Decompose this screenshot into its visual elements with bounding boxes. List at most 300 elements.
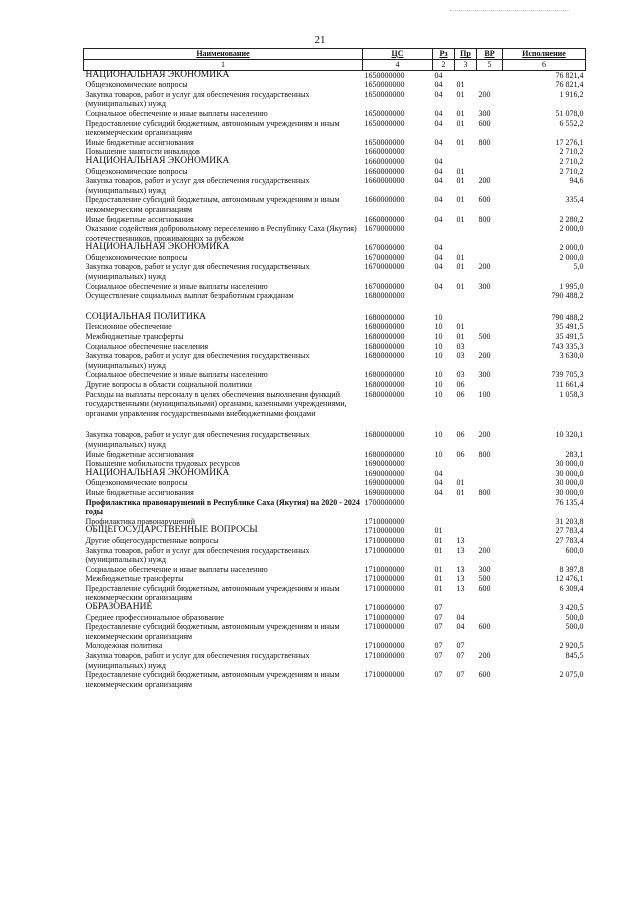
row-pr-code: 04 bbox=[456, 612, 465, 622]
row-name: Молодежная политика bbox=[85, 641, 163, 651]
row-amount: 27 783,4 bbox=[555, 535, 584, 545]
row-pr-code: 01 bbox=[456, 176, 465, 186]
row-vr-code: 200 bbox=[478, 176, 491, 186]
row-cs-code: 1680000000 bbox=[364, 322, 405, 332]
row-amount: 30 000,0 bbox=[555, 478, 584, 488]
row-vr-code bbox=[477, 478, 503, 488]
row-pr-code bbox=[455, 526, 477, 536]
row-vr-code: 200 bbox=[478, 351, 491, 361]
row-cs-code: 1690000000 bbox=[364, 478, 405, 488]
row-rz-code: 04 bbox=[434, 89, 443, 99]
row-rz-code: 04 bbox=[434, 176, 443, 186]
table-row bbox=[84, 651, 586, 670]
row-pr-code bbox=[455, 313, 477, 323]
row-name: Социальное обеспечение и иные выплаты населению bbox=[85, 108, 268, 118]
row-amount: 2 710,2 bbox=[559, 166, 584, 176]
row-amount: 30 000,0 bbox=[555, 459, 584, 469]
row-name: Социальное обеспечение и иные выплаты населению bbox=[85, 370, 268, 380]
row-cs-code: 1710000000 bbox=[364, 651, 405, 661]
table-row bbox=[84, 546, 586, 565]
table-row bbox=[84, 488, 586, 498]
row-amount: 2 000,0 bbox=[559, 243, 584, 253]
row-vr-code bbox=[477, 322, 503, 332]
row-rz-code: 10 bbox=[434, 322, 443, 332]
table-row bbox=[84, 613, 586, 623]
row-pr-code bbox=[455, 517, 477, 527]
table-row bbox=[84, 167, 586, 177]
table-row bbox=[84, 119, 586, 138]
row-name: Социальное обеспечение и иные выплаты населению bbox=[85, 281, 268, 291]
row-cs-code: 1680000000 bbox=[364, 449, 405, 459]
row-amount: 500,0 bbox=[565, 622, 584, 632]
row-cs-code: 1650000000 bbox=[364, 137, 405, 147]
row-pr-code: 13 bbox=[456, 545, 465, 555]
row-amount: 2 710,2 bbox=[559, 156, 584, 166]
row-cs-code: 1670000000 bbox=[364, 224, 405, 234]
row-rz-code: 10 bbox=[434, 312, 443, 322]
row-pr-code: 01 bbox=[456, 80, 465, 90]
row-name: Расходы на выплаты персоналу в целях обеспечения выполнения функций государственными (муниципальными) органами, казенными учреждениями, органами управления государственными внебюджетными фондами bbox=[85, 389, 347, 418]
row-amount: 743 335,3 bbox=[551, 341, 584, 351]
row-amount: 30 000,0 bbox=[555, 487, 584, 497]
row-vr-code bbox=[477, 641, 503, 651]
table-row bbox=[84, 670, 586, 689]
table-row bbox=[84, 90, 586, 109]
row-amount: 76 135,4 bbox=[555, 497, 584, 507]
row-cs-code: 1710000000 bbox=[364, 574, 405, 584]
row-name: Закупка товаров, работ и услуг для обеспечения государственных (муниципальных) нужд bbox=[85, 430, 310, 449]
row-pr-code: 06 bbox=[456, 449, 465, 459]
row-pr-code: 06 bbox=[456, 430, 465, 440]
row-pr-code: 07 bbox=[456, 651, 465, 661]
row-name bbox=[84, 418, 363, 430]
row-amount: 2 710,2 bbox=[559, 147, 584, 157]
row-vr-code: 600 bbox=[478, 670, 491, 680]
row-rz-code: 04 bbox=[434, 137, 443, 147]
row-amount: 2 075,0 bbox=[559, 670, 584, 680]
row-cs-code: 1650000000 bbox=[364, 70, 405, 80]
row-rz-code: 10 bbox=[434, 351, 443, 361]
row-amount: 76 821,4 bbox=[555, 80, 584, 90]
row-cs-code: 1660000000 bbox=[364, 156, 405, 166]
row-vr-code: 600 bbox=[478, 195, 491, 205]
row-amount: 283,1 bbox=[565, 449, 584, 459]
row-amount: 500,0 bbox=[565, 612, 584, 622]
row-name: Социальное обеспечение населения bbox=[85, 341, 208, 351]
row-cs-code bbox=[363, 418, 433, 430]
table-row bbox=[84, 565, 586, 575]
table-row bbox=[84, 176, 586, 195]
row-name: Другие общегосударственные вопросы bbox=[85, 535, 219, 545]
row-amount: 845,5 bbox=[565, 651, 584, 661]
row-cs-code: 1680000000 bbox=[364, 430, 405, 440]
row-vr-code bbox=[477, 147, 503, 157]
row-rz-code: 10 bbox=[434, 341, 443, 351]
row-amount: 2 000,0 bbox=[559, 252, 584, 262]
row-pr-code: 06 bbox=[456, 389, 465, 399]
row-amount: 94,6 bbox=[569, 176, 584, 186]
table-body bbox=[84, 70, 586, 689]
row-cs-code: 1680000000 bbox=[364, 370, 405, 380]
row-amount: 739 705,3 bbox=[551, 370, 584, 380]
row-pr-code: 01 bbox=[456, 281, 465, 291]
table-row bbox=[84, 574, 586, 584]
row-rz-code bbox=[433, 301, 455, 313]
row-rz-code: 04 bbox=[434, 262, 443, 272]
row-cs-code: 1670000000 bbox=[364, 281, 405, 291]
row-pr-code bbox=[455, 459, 477, 469]
row-vr-code bbox=[477, 167, 503, 177]
table-row bbox=[84, 138, 586, 148]
header-rz: Рз bbox=[433, 49, 455, 60]
row-vr-code: 200 bbox=[478, 545, 491, 555]
table-row bbox=[84, 498, 586, 517]
row-cs-code: 1650000000 bbox=[364, 108, 405, 118]
row-cs-code: 1690000000 bbox=[364, 468, 405, 478]
row-amount: 6 552,2 bbox=[559, 118, 584, 128]
row-pr-code bbox=[455, 157, 477, 167]
index-cell: 3 bbox=[455, 60, 477, 71]
row-cs-code: 1710000000 bbox=[364, 622, 405, 632]
table-row bbox=[84, 195, 586, 214]
row-rz-code: 04 bbox=[434, 468, 443, 478]
row-rz-code: 07 bbox=[434, 622, 443, 632]
table-row bbox=[84, 332, 586, 342]
row-pr-code: 01 bbox=[456, 262, 465, 272]
row-name: Межбюджетные трансферты bbox=[85, 574, 184, 584]
table-row bbox=[84, 313, 586, 323]
row-name: Профилактика правонарушений в Республике Саха (Якутия) на 2020 - 2024 годы bbox=[85, 497, 360, 517]
table-row bbox=[84, 282, 586, 292]
row-rz-code bbox=[433, 147, 455, 157]
row-vr-code bbox=[477, 380, 503, 390]
row-pr-code: 03 bbox=[456, 341, 465, 351]
row-name: Предоставление субсидий бюджетным, автономным учреждениям и иным некоммерческим организациям bbox=[85, 583, 340, 603]
row-name: Повышение мобильности трудовых ресурсов bbox=[85, 459, 240, 469]
row-rz-code: 04 bbox=[434, 156, 443, 166]
row-cs-code: 1650000000 bbox=[364, 80, 405, 90]
table-row bbox=[84, 450, 586, 460]
row-pr-code: 07 bbox=[456, 670, 465, 680]
header-pr: Пр bbox=[455, 49, 477, 60]
row-rz-code bbox=[433, 517, 455, 527]
table-row bbox=[84, 342, 586, 352]
row-rz-code: 04 bbox=[434, 478, 443, 488]
row-name: Оказание содействия добровольному переселению в Республику Саха (Якутия) соотечественников, проживающих за рубежом bbox=[85, 224, 357, 243]
row-cs-code: 1670000000 bbox=[364, 243, 405, 253]
row-pr-code: 07 bbox=[456, 641, 465, 651]
row-pr-code: 01 bbox=[456, 322, 465, 332]
row-rz-code: 04 bbox=[434, 118, 443, 128]
row-cs-code: 1710000000 bbox=[364, 603, 405, 613]
row-pr-code: 01 bbox=[456, 166, 465, 176]
table-header-row bbox=[84, 49, 586, 60]
row-rz-code: 04 bbox=[434, 195, 443, 205]
row-name: Закупка товаров, работ и услуг для обеспечения государственных (муниципальных) нужд bbox=[85, 262, 310, 282]
row-name: Общеэкономические вопросы bbox=[85, 478, 188, 488]
row-pr-code bbox=[455, 418, 477, 430]
row-rz-code: 04 bbox=[434, 252, 443, 262]
table-row bbox=[84, 526, 586, 536]
row-pr-code bbox=[455, 224, 477, 243]
row-vr-code bbox=[477, 157, 503, 167]
row-rz-code: 04 bbox=[434, 243, 443, 253]
row-vr-code bbox=[477, 291, 503, 301]
row-vr-code bbox=[477, 243, 503, 253]
row-vr-code bbox=[477, 526, 503, 536]
index-cell: 4 bbox=[363, 60, 433, 71]
row-amount: 27 783,4 bbox=[555, 526, 584, 536]
row-cs-code: 1660000000 bbox=[364, 214, 405, 224]
row-vr-code bbox=[477, 459, 503, 469]
row-name: Закупка товаров, работ и услуг для обеспечения государственных (муниципальных) нужд bbox=[85, 351, 310, 370]
row-amount bbox=[503, 301, 586, 313]
table-row bbox=[84, 469, 586, 479]
table-row bbox=[84, 478, 586, 488]
row-name: Общеэкономические вопросы bbox=[85, 252, 188, 262]
row-cs-code: 1710000000 bbox=[364, 516, 405, 526]
row-rz-code: 10 bbox=[434, 380, 443, 389]
row-rz-code: 01 bbox=[434, 526, 443, 536]
index-cell: 1 bbox=[84, 60, 363, 71]
row-name: Межбюджетные трансферты bbox=[85, 332, 184, 342]
row-vr-code: 300 bbox=[478, 281, 491, 291]
table-row bbox=[84, 418, 586, 430]
row-amount: 31 203,8 bbox=[555, 516, 584, 526]
row-rz-code: 04 bbox=[434, 108, 443, 118]
row-cs-code: 1710000000 bbox=[364, 641, 405, 651]
row-amount: 1 058,3 bbox=[559, 389, 584, 399]
budget-table bbox=[83, 48, 586, 689]
row-cs-code: 1710000000 bbox=[364, 526, 405, 536]
row-pr-code bbox=[455, 291, 477, 301]
row-name: Иные бюджетные ассигнования bbox=[85, 449, 194, 459]
index-cell: 2 bbox=[433, 60, 455, 71]
row-rz-code: 04 bbox=[434, 214, 443, 224]
row-name: Профилактика правонарушений bbox=[85, 516, 195, 526]
table-row bbox=[84, 622, 586, 641]
row-vr-code bbox=[477, 253, 503, 263]
table-row bbox=[84, 351, 586, 370]
row-cs-code: 1670000000 bbox=[364, 252, 405, 262]
row-rz-code: 01 bbox=[434, 564, 443, 574]
row-cs-code: 1680000000 bbox=[364, 380, 405, 389]
row-rz-code: 04 bbox=[434, 70, 443, 80]
row-rz-code: 04 bbox=[434, 166, 443, 176]
table-row bbox=[84, 70, 586, 80]
row-name: Осуществление социальных выплат безработным гражданам bbox=[85, 291, 294, 301]
row-vr-code: 200 bbox=[478, 89, 491, 99]
row-name: СОЦИАЛЬНАЯ ПОЛИТИКА bbox=[85, 311, 207, 322]
row-pr-code: 03 bbox=[456, 351, 465, 361]
row-pr-code: 13 bbox=[456, 535, 465, 545]
page-number: 21 bbox=[314, 34, 326, 46]
row-rz-code bbox=[433, 291, 455, 301]
row-amount: 8 397,8 bbox=[559, 564, 584, 574]
table-row bbox=[84, 253, 586, 263]
row-cs-code: 1680000000 bbox=[364, 312, 405, 322]
row-vr-code bbox=[477, 418, 503, 430]
row-vr-code: 800 bbox=[478, 449, 491, 459]
row-rz-code: 01 bbox=[434, 574, 443, 584]
row-cs-code: 1710000000 bbox=[364, 670, 405, 680]
row-rz-code: 07 bbox=[434, 612, 443, 622]
row-vr-code bbox=[477, 342, 503, 352]
row-vr-code: 500 bbox=[478, 574, 491, 584]
row-amount: 1 995,0 bbox=[559, 281, 584, 291]
table-row bbox=[84, 536, 586, 546]
row-cs-code: 1660000000 bbox=[364, 166, 405, 176]
row-amount: 335,4 bbox=[565, 195, 584, 205]
row-cs-code: 1660000000 bbox=[364, 147, 405, 157]
row-name: Другие вопросы в области социальной политики bbox=[85, 380, 252, 389]
row-pr-code: 13 bbox=[456, 574, 465, 584]
row-rz-code: 10 bbox=[434, 449, 443, 459]
row-vr-code: 800 bbox=[478, 214, 491, 224]
row-vr-code bbox=[477, 313, 503, 323]
row-pr-code: 01 bbox=[456, 89, 465, 99]
header-vr: ВР bbox=[477, 49, 503, 60]
row-amount: 5,0 bbox=[573, 262, 584, 272]
row-amount: 11 661,4 bbox=[555, 380, 584, 389]
row-amount: 1 916,2 bbox=[559, 89, 584, 99]
row-cs-code: 1660000000 bbox=[364, 195, 405, 205]
row-vr-code bbox=[477, 301, 503, 313]
row-pr-code bbox=[455, 243, 477, 253]
row-rz-code: 01 bbox=[434, 545, 443, 555]
row-pr-code: 01 bbox=[456, 478, 465, 488]
row-cs-code: 1680000000 bbox=[364, 291, 405, 301]
row-pr-code: 01 bbox=[456, 118, 465, 128]
row-vr-code bbox=[477, 224, 503, 243]
row-pr-code: 13 bbox=[456, 564, 465, 574]
row-pr-code bbox=[455, 603, 477, 613]
row-vr-code: 600 bbox=[478, 622, 491, 632]
row-vr-code: 200 bbox=[478, 430, 491, 440]
row-name: Иные бюджетные ассигнования bbox=[85, 137, 194, 147]
row-name: Предоставление субсидий бюджетным, автономным учреждениям и иным некоммерческим организациям bbox=[85, 118, 340, 138]
row-rz-code bbox=[433, 418, 455, 430]
table-row bbox=[84, 109, 586, 119]
row-amount: 51 078,0 bbox=[555, 108, 584, 118]
row-pr-code: 01 bbox=[456, 487, 465, 497]
table-row bbox=[84, 291, 586, 301]
row-vr-code: 500 bbox=[478, 332, 491, 342]
row-pr-code bbox=[455, 147, 477, 157]
row-cs-code: 1690000000 bbox=[364, 459, 405, 469]
row-rz-code bbox=[433, 459, 455, 469]
row-pr-code: 06 bbox=[456, 380, 465, 389]
row-cs-code: 1700000000 bbox=[364, 497, 405, 507]
row-amount: 790 488,2 bbox=[551, 291, 584, 301]
row-rz-code: 01 bbox=[434, 535, 443, 545]
row-cs-code: 1710000000 bbox=[364, 612, 405, 622]
row-pr-code: 01 bbox=[456, 332, 465, 342]
row-cs-code: 1660000000 bbox=[364, 176, 405, 186]
table-row bbox=[84, 584, 586, 603]
table-row bbox=[84, 80, 586, 90]
row-vr-code: 600 bbox=[478, 583, 491, 593]
index-cell: 6 bbox=[503, 60, 586, 71]
table-row bbox=[84, 390, 586, 419]
row-vr-code: 300 bbox=[478, 108, 491, 118]
row-rz-code bbox=[433, 224, 455, 243]
row-cs-code: 1690000000 bbox=[364, 487, 405, 497]
row-name: Предоставление субсидий бюджетным, автономным учреждениям и иным некоммерческим организациям bbox=[85, 670, 340, 689]
row-name: Предоставление субсидий бюджетным, автономным учреждениям и иным некоммерческим организациям bbox=[85, 195, 340, 214]
row-cs-code: 1650000000 bbox=[364, 89, 405, 99]
row-pr-code: 01 bbox=[456, 195, 465, 205]
row-name: ОБЩЕГОСУДАРСТВЕННЫЕ ВОПРОСЫ bbox=[85, 525, 258, 536]
row-rz-code: 07 bbox=[434, 641, 443, 651]
row-cs-code: 1680000000 bbox=[364, 351, 405, 361]
table-row bbox=[84, 157, 586, 167]
row-amount: 2 280,2 bbox=[559, 214, 584, 224]
table-index-row bbox=[84, 60, 586, 71]
row-vr-code bbox=[477, 603, 503, 613]
table-row bbox=[84, 243, 586, 253]
row-rz-code: 07 bbox=[434, 670, 443, 680]
row-amount: 35 491,5 bbox=[555, 322, 584, 332]
row-name: Закупка товаров, работ и услуг для обеспечения государственных (муниципальных) нужд bbox=[85, 176, 310, 195]
row-cs-code: 1710000000 bbox=[364, 545, 405, 555]
row-rz-code: 10 bbox=[434, 332, 443, 342]
row-amount: 12 476,1 bbox=[555, 574, 584, 584]
row-vr-code bbox=[477, 498, 503, 517]
row-pr-code bbox=[455, 469, 477, 479]
row-amount: 6 309,4 bbox=[559, 583, 584, 593]
row-pr-code bbox=[455, 301, 477, 313]
header-amount: Исполнение bbox=[503, 49, 586, 60]
row-pr-code: 01 bbox=[456, 108, 465, 118]
row-rz-code: 04 bbox=[434, 281, 443, 291]
index-cell: 5 bbox=[477, 60, 503, 71]
row-vr-code: 100 bbox=[478, 389, 491, 399]
row-vr-code bbox=[477, 469, 503, 479]
row-pr-code: 01 bbox=[456, 214, 465, 224]
row-rz-code: 01 bbox=[434, 583, 443, 593]
row-pr-code: 01 bbox=[456, 137, 465, 147]
row-name: НАЦИОНАЛЬНАЯ ЭКОНОМИКА bbox=[85, 467, 230, 478]
row-rz-code: 07 bbox=[434, 651, 443, 661]
row-amount: 2 000,0 bbox=[559, 224, 584, 234]
table-row bbox=[84, 224, 586, 243]
row-cs-code: 1680000000 bbox=[364, 341, 405, 351]
row-pr-code bbox=[455, 498, 477, 517]
row-vr-code: 800 bbox=[478, 137, 491, 147]
row-amount: 17 276,1 bbox=[555, 137, 584, 147]
row-vr-code: 300 bbox=[478, 564, 491, 574]
row-pr-code: 01 bbox=[456, 252, 465, 262]
row-name: Закупка товаров, работ и услуг для обеспечения государственных (муниципальных) нужд bbox=[85, 651, 310, 670]
row-amount: 30 000,0 bbox=[555, 468, 584, 478]
row-name: Иные бюджетные ассигнования bbox=[85, 214, 194, 224]
row-rz-code: 07 bbox=[434, 603, 443, 613]
row-cs-code: 1710000000 bbox=[364, 583, 405, 593]
table-row bbox=[84, 603, 586, 613]
row-cs-code: 1670000000 bbox=[364, 262, 405, 272]
row-rz-code: 10 bbox=[434, 389, 443, 399]
row-vr-code bbox=[477, 517, 503, 527]
row-amount: 600,0 bbox=[565, 545, 584, 555]
row-name: Закупка товаров, работ и услуг для обеспечения государственных (муниципальных) нужд bbox=[85, 89, 310, 109]
row-name: Социальное обеспечение и иные выплаты населению bbox=[85, 564, 268, 574]
row-name: ОБРАЗОВАНИЕ bbox=[85, 602, 153, 613]
row-amount: 10 320,1 bbox=[555, 430, 584, 440]
row-rz-code bbox=[433, 498, 455, 517]
row-name: Иные бюджетные ассигнования bbox=[85, 487, 194, 497]
scan-artifact bbox=[450, 10, 570, 12]
